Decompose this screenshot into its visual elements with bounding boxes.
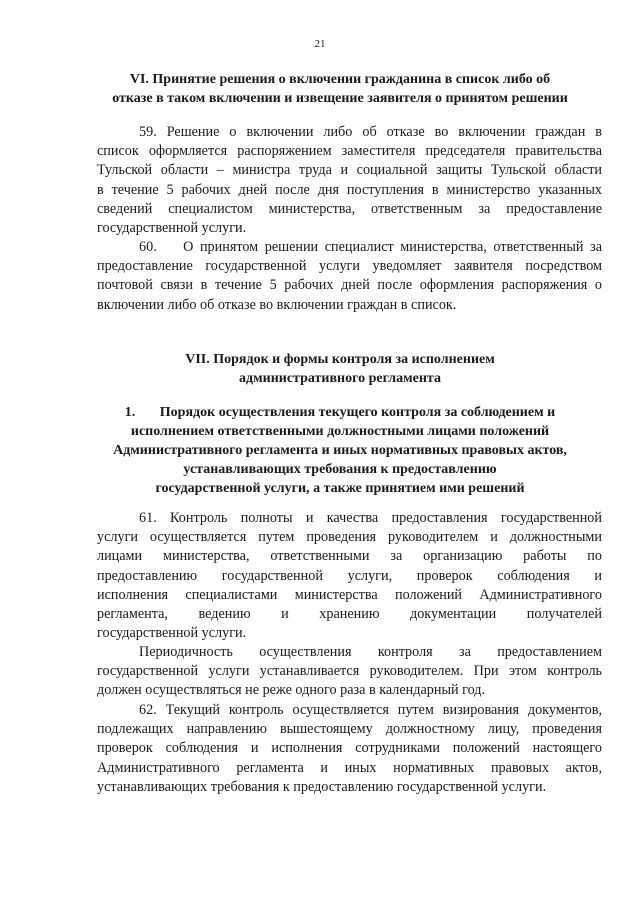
heading-line: устанавливающих требования к предоставлению <box>183 462 497 477</box>
heading-line: 1. Порядок осуществления текущего контроля за соблюдением и <box>124 405 556 420</box>
text-line: в течение 5 рабочих дней после дня поступления в министерство указанных <box>97 181 602 198</box>
text-line: должен осуществляться не реже одного раза в календарный год. <box>97 682 486 699</box>
text-line: список оформляется распоряжением заместителя председателя правительства <box>97 143 602 160</box>
text-line: устанавливающих требования к предоставлению государственной услуги. <box>97 778 547 795</box>
text-line: предоставлению государственной услуги, проверок соблюдения и <box>97 567 602 584</box>
heading-line: Административного регламента и иных нормативных правовых актов, <box>113 443 567 458</box>
text-line: Административного регламента и иных нормативных правовых актов, <box>97 759 602 776</box>
text-line: Периодичность осуществления контроля за предоставлением <box>139 644 602 660</box>
text-line: сведений специалистом министерства, ответственным за предоставление <box>97 200 602 217</box>
heading-line: исполнением ответственными должностными лицами положений <box>130 424 550 439</box>
text-line: почтовой связи в течение 5 рабочих дней после оформления распоряжения о <box>97 277 602 294</box>
text-line: государственной услуги устанавливается руководителем. При этом контроль <box>97 663 602 680</box>
text-line: проверок соблюдения и исполнения сотрудниками положений настоящего <box>97 740 602 757</box>
paragraph-61 <box>97 509 602 643</box>
text-line: Тульской области – министра труда и социальной защиты Тульской области <box>97 162 602 179</box>
paragraph-62 <box>97 701 602 797</box>
text-line: 60. О принятом решении специалист министерства, ответственный за <box>139 239 602 255</box>
paragraph-60 <box>97 238 602 315</box>
text-line: 62. Текущий контроль осуществляется путем визирования документов, <box>139 702 602 718</box>
text-line: 61. Контроль полноты и качества предоставления государственной <box>139 510 602 526</box>
text-line: услуги осуществляется путем проведения руководителем и должностными <box>97 529 602 546</box>
heading-line: административного регламента <box>239 371 441 386</box>
text-line: предоставление государственной услуги уведомляет заявителя посредством <box>97 258 602 275</box>
heading-line: VI. Принятие решения о включении гражданина в список либо об <box>129 72 551 87</box>
section-7-heading <box>80 350 600 388</box>
paragraph-periodicity <box>97 643 602 701</box>
section-6-heading <box>80 70 600 108</box>
text-line: 59. Решение о включении либо об отказе во включении граждан в <box>139 124 602 140</box>
text-line: государственной услуги. <box>97 219 247 236</box>
text-line: подлежащих направлению вышестоящему должностному лицу, проведения <box>97 721 602 738</box>
text-line: исполнения специалистами министерства положений Административного <box>97 586 602 603</box>
paragraph-59 <box>97 123 602 238</box>
heading-line: государственной услуги, а также принятием ими решений <box>155 481 525 496</box>
text-line: государственной услуги. <box>97 625 247 642</box>
text-line: лицами министерства, ответственными за организацию работы по <box>97 548 602 565</box>
text-line: включении либо об отказе во включении граждан в список. <box>97 296 457 313</box>
heading-line: VII. Порядок и формы контроля за исполнением <box>185 352 495 367</box>
text-line: регламента, ведению и хранению документации получателей <box>97 605 602 622</box>
page-number: 21 <box>314 38 326 50</box>
heading-line: отказе в таком включении и извещение заявителя о принятом решении <box>112 91 568 106</box>
subsection-1-heading <box>80 403 600 498</box>
